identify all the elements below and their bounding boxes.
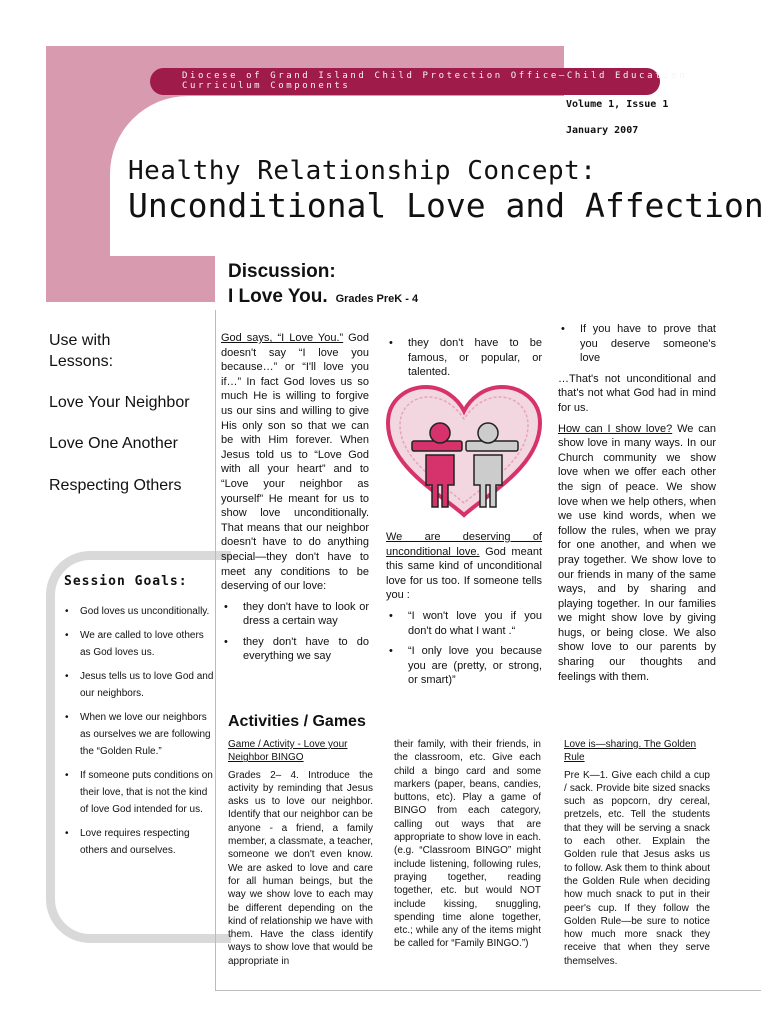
col3-lead: How can I show love? — [558, 422, 673, 435]
column-2-top — [386, 332, 542, 386]
col3-paragraph — [558, 422, 716, 685]
activity-column-1 — [228, 738, 373, 972]
col1-body: God doesn't say “I love you because…” or “I'll love you if…” In fact God loves us so much He is willing to forgive us our sins and willing to give His only son so that we can be with Him forever. When Jesus told us to “Love God with all your heart” and to “Love your neighbor as yourself” He meant for us to show love unconditionally. That means that our neighbor doesn't have to do anything special—they don't have to meet any conditions to be deserving of our love: — [221, 332, 369, 593]
col2-paragraph — [386, 530, 542, 603]
issue-date: January 2007 — [566, 125, 639, 136]
discussion-grades: Grades PreK - 4 — [335, 293, 419, 305]
col2-lead: We are deserving of unconditional love. — [386, 531, 542, 558]
volume-issue: Volume 1, Issue 1 — [566, 99, 669, 110]
goal-item: • Love requires respecting others and ourselves. — [62, 825, 214, 859]
banner-line1: Diocese of Grand Island Child Protection Office—Child Education — [182, 71, 688, 81]
goal-item: • When we love our neighbors as ourselves we are following the “Golden Rule.” — [62, 709, 214, 760]
col2-bullet: • “I only love you because you are (pretty, or strong, or smart)” — [386, 644, 542, 688]
banner-line2: Curriculum Components — [182, 81, 351, 91]
discussion-title-text: I Love You. — [228, 286, 328, 307]
session-goals-title: Session Goals: — [64, 574, 188, 589]
title-line2: Unconditional Love and Affection — [128, 186, 764, 225]
col2-bullet-top: • they don't have to be famous, or popular, or talented. — [386, 336, 542, 380]
lesson-item: Love Your Neighbor — [49, 394, 190, 411]
goal-item: • Jesus tells us to love God and our neighbors. — [62, 668, 214, 702]
col2-bullet: • “I won't love you if you don't do what I want .“ — [386, 609, 542, 638]
activity-body: Grades 2– 4. Introduce the activity by reminding that Jesus asks us to love our neighbor. Identify that our neighbor can be anyone - a friend, a family member, a classmate, a teacher, someone we don't even know. We are asked to love and care for all human beings, but the way we show love to each may be different depending on the kind of relationship we have with them. Have the class identify ways to show love that would be appropriate in — [228, 769, 373, 967]
col3-bullet: • If you have to prove that you deserve someone's love — [558, 322, 716, 366]
discussion-title — [228, 286, 418, 308]
header-banner — [150, 68, 688, 95]
lessons-label: Lessons: — [49, 353, 114, 370]
activity-body: Pre K—1. Give each child a cup / sack. Provide bite sized snacks such as popcorn, dry cereal, pretzels, etc. Tell the students that they will be serving a snack to each other. Explain the Golden rule that Jesus asks us to follow. Ask them to think about the Golden Rule when deciding how much snack to put in their peer's cup. If they follow the Golden Rule—be sure to notice how much more snack they receive that when they serve themselves. — [564, 769, 710, 967]
activity-title: Love is—sharing. The Golden Rule — [564, 739, 697, 764]
activity-title: Game / Activity - Love your Neighbor BINGO — [228, 739, 348, 764]
col1-bullet: • they don't have to do everything we say — [221, 635, 369, 664]
banner-text — [182, 71, 687, 91]
col2-body: God meant this same kind of unconditional love for us too. If someone tells you : — [386, 545, 542, 602]
goal-item: • God loves us unconditionally. — [62, 603, 214, 620]
heart-with-two-figures-icon — [382, 383, 547, 523]
column-1 — [221, 331, 369, 670]
title-line1: Healthy Relationship Concept: — [128, 156, 597, 186]
activity-column-3 — [564, 738, 710, 972]
col3-body: We can show love in many ways. In our Church community we show love when we offer each other the sign of peace. We show love when we help others, when we use kind words, when we follow the rules, when we pray for one another, and when we pray together. We show love to our friends in many of the same ways, and by sharing and playing together. In our families we might show love by giving hugs, or being close. We also show love to our parents by sharing our thoughts and feelings with them. — [558, 422, 716, 683]
activity-body: their family, with their friends, in the classroom, etc. Give each child a bingo card and some markers (paper, beans, candies, buttons, etc). Play a game of BINGO from each category, calling out ways that are appropriate to show love in each. (e.g. “Classroom BINGO” might include listening, following rules, praying together, reading together, etc. but would NOT include kissing, snuggling, spending time alone together, etc.; while any of the items might be called for “Family BINGO.”) — [394, 739, 541, 950]
col1-paragraph — [221, 331, 369, 594]
col1-lead: God says, “I Love You.” — [221, 332, 344, 344]
column-2-bottom — [386, 530, 542, 694]
lesson-item: Respecting Others — [49, 477, 182, 494]
column-3 — [558, 318, 716, 690]
goal-item: • If someone puts conditions on their love, that is not the kind of love God intended for us. — [62, 767, 214, 818]
discussion-label: Discussion: — [228, 261, 336, 282]
goal-item: • We are called to love others as God loves us. — [62, 627, 214, 661]
use-with-label: Use with — [49, 332, 111, 349]
activities-heading: Activities / Games — [228, 713, 366, 730]
session-goals-list — [62, 603, 214, 866]
col1-bullet: • they don't have to look or dress a certain way — [221, 600, 369, 629]
lesson-item: Love One Another — [49, 435, 178, 452]
activity-column-2 — [394, 738, 541, 955]
col3-paragraph: …That's not unconditional and that's not what God had in mind for us. — [558, 372, 716, 414]
